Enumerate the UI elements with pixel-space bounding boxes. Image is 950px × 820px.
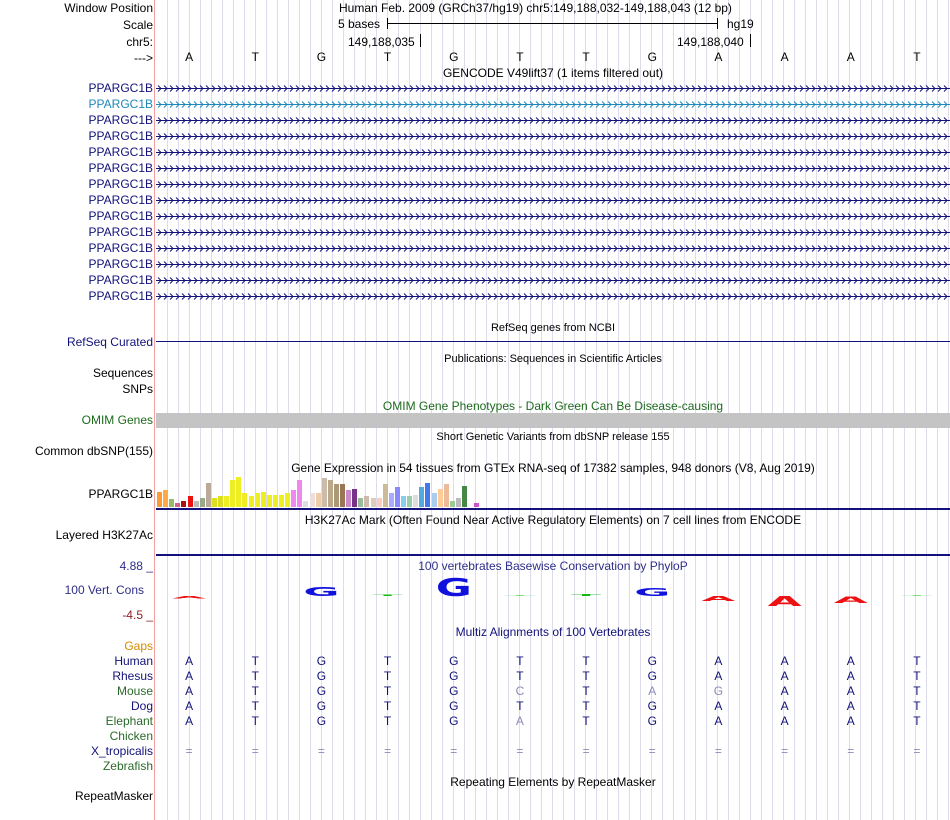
publications-snps-label[interactable]: SNPs (122, 382, 153, 396)
multiz-aligned-base: A (714, 669, 723, 683)
base-letter: T (251, 50, 259, 64)
gtex-tissue-bar[interactable] (212, 498, 217, 507)
phylop-track-label[interactable]: 100 Vert. Cons (64, 583, 144, 597)
gtex-tissue-bar[interactable] (419, 487, 424, 507)
gtex-tissue-bar[interactable] (450, 501, 455, 507)
base-letter: A (780, 50, 789, 64)
gencode-transcript-label[interactable]: PPARGC1B (88, 113, 153, 127)
gtex-tissue-bar[interactable] (236, 477, 241, 507)
multiz-aligned-base: G (316, 669, 327, 683)
multiz-aligned-base: A (846, 684, 855, 698)
multiz-aligned-base: A (780, 714, 789, 728)
gtex-tissue-bar[interactable] (163, 490, 168, 507)
gencode-transcript-track[interactable] (156, 164, 950, 173)
gtex-tissue-bar[interactable] (261, 492, 266, 507)
multiz-aligned-base: G (647, 669, 657, 683)
phylop-base-glyph: A (833, 594, 868, 606)
gtex-tissue-bar[interactable] (364, 496, 369, 507)
gtex-tissue-bar[interactable] (200, 498, 205, 507)
gtex-tissue-bar[interactable] (444, 484, 449, 507)
gencode-transcript-label[interactable]: PPARGC1B (88, 241, 153, 255)
gencode-transcript-track[interactable] (156, 228, 950, 237)
multiz-aligned-base: A (185, 714, 194, 728)
multiz-species-label[interactable]: Zebrafish (102, 759, 153, 773)
gtex-tissue-bar[interactable] (297, 480, 302, 507)
base-letter: T (383, 50, 392, 64)
gtex-tissue-bar[interactable] (181, 501, 186, 507)
refseq-gene-line[interactable] (156, 341, 950, 342)
gtex-tissue-bar[interactable] (310, 493, 315, 507)
multiz-aligned-base: = (317, 744, 325, 758)
multiz-aligned-base: G (449, 684, 459, 698)
multiz-aligned-base: T (913, 654, 921, 668)
gtex-tissue-bar[interactable] (334, 484, 339, 507)
gencode-transcript-label[interactable]: PPARGC1B (88, 289, 153, 303)
gtex-tissue-bar[interactable] (346, 490, 351, 507)
multiz-track-title[interactable]: Multiz Alignments of 100 Vertebrates (455, 625, 651, 639)
repeatmasker-track-title[interactable]: Repeating Elements by RepeatMasker (450, 775, 656, 789)
gencode-transcript-track[interactable] (156, 260, 950, 269)
multiz-aligned-base: T (582, 654, 590, 668)
gtex-tissue-bar[interactable] (188, 496, 193, 507)
scale-bar (387, 23, 718, 24)
gtex-expression-bars[interactable] (156, 476, 950, 507)
gencode-transcript-label[interactable]: PPARGC1B (88, 225, 153, 239)
gencode-transcript-track[interactable] (156, 180, 950, 189)
multiz-aligned-base: T (582, 714, 590, 728)
multiz-aligned-base: A (780, 699, 789, 713)
multiz-aligned-base: = (913, 744, 921, 758)
multiz-species-label[interactable]: Chicken (109, 729, 153, 743)
base-sequence-row (0, 50, 950, 64)
multiz-aligned-base: A (185, 669, 194, 683)
strand-label: ---> (134, 51, 153, 65)
chrom-label: chr5: (126, 35, 153, 49)
gtex-tissue-bar[interactable] (157, 492, 162, 507)
phylop-max-label: 4.88 _ (119, 559, 153, 573)
coordinate-tick-1: 149,188,035 (348, 35, 415, 49)
gtex-tissue-bar[interactable] (468, 501, 473, 507)
base-letter: A (846, 50, 855, 64)
multiz-aligned-base: = (185, 744, 193, 758)
phylop-base-glyph: T (571, 593, 602, 597)
base-letter: G (647, 50, 657, 64)
gtex-tissue-bar[interactable] (407, 496, 412, 507)
gencode-transcript-label[interactable]: PPARGC1B (88, 145, 153, 159)
gtex-tissue-bar[interactable] (413, 495, 418, 507)
multiz-aligned-base: T (913, 714, 921, 728)
gtex-tissue-bar[interactable] (273, 495, 278, 507)
window-position-label: Window Position (64, 1, 153, 15)
refseq-track-label[interactable]: RefSeq Curated (66, 335, 153, 349)
gtex-tissue-bar[interactable] (303, 501, 308, 507)
multiz-aligned-base: G (449, 699, 459, 713)
gencode-transcript-label[interactable]: PPARGC1B (88, 129, 153, 143)
h3k27ac-track-title[interactable]: H3K27Ac Mark (Often Found Near Active Regulatory Elements) on 7 cell lines from ENCODE (304, 513, 802, 527)
phylop-base-glyph: G (435, 573, 472, 603)
multiz-species-label[interactable]: Human (114, 654, 153, 668)
gtex-tissue-bar[interactable] (169, 499, 174, 507)
multiz-aligned-base: T (251, 714, 259, 728)
multiz-aligned-base: T (516, 669, 524, 683)
omim-track-title[interactable]: OMIM Gene Phenotypes - Dark Green Can Be Disease-causing (382, 399, 724, 413)
gencode-transcript-label[interactable]: PPARGC1B (88, 177, 153, 191)
multiz-aligned-base: = (847, 744, 855, 758)
phylop-base-glyph: G (303, 584, 340, 599)
multiz-species-label[interactable]: Rhesus (112, 669, 153, 683)
gtex-tissue-bar[interactable] (230, 480, 235, 507)
gencode-transcript-label[interactable]: PPARGC1B (88, 209, 153, 223)
multiz-species-label[interactable]: Mouse (116, 684, 153, 698)
scale-label: Scale (122, 18, 153, 32)
gtex-track-baseline (156, 508, 950, 510)
multiz-aligned-base: T (251, 699, 259, 713)
omim-phenotype-block[interactable] (156, 413, 950, 428)
gtex-track-title[interactable]: Gene Expression in 54 tissues from GTEx RNA-seq of 17382 samples, 948 donors (V8, Aug 2019) (291, 461, 815, 475)
phylop-base-glyph: T (901, 594, 932, 597)
multiz-aligned-base: G (647, 654, 657, 668)
multiz-aligned-base: A (846, 654, 855, 668)
multiz-aligned-base: T (516, 654, 524, 668)
gtex-tissue-bar[interactable] (328, 480, 333, 507)
multiz-aligned-base: A (714, 654, 723, 668)
base-letter: T (582, 50, 590, 64)
track-label-separator (154, 0, 155, 820)
gtex-tissue-bar[interactable] (291, 490, 296, 507)
multiz-aligned-base: A (780, 669, 789, 683)
gencode-transcript-track[interactable] (156, 116, 950, 125)
multiz-aligned-base: A (780, 684, 789, 698)
gtex-tissue-bar[interactable] (383, 484, 388, 507)
multiz-species-label[interactable]: X_tropicalis (90, 744, 153, 758)
base-letter: G (449, 50, 459, 64)
multiz-aligned-base: = (714, 744, 722, 758)
multiz-aligned-base: = (582, 744, 590, 758)
multiz-aligned-base: G (647, 699, 657, 713)
gtex-tissue-bar[interactable] (358, 498, 363, 507)
multiz-gaps-label: Gaps (124, 639, 153, 653)
multiz-aligned-base: A (515, 714, 524, 728)
gtex-tissue-bar[interactable] (285, 493, 290, 507)
multiz-aligned-base: G (316, 684, 327, 698)
gencode-transcript-track[interactable] (156, 148, 950, 157)
phylop-base-glyph: T (504, 594, 535, 597)
gencode-transcript-track[interactable] (156, 100, 950, 109)
gencode-transcript-track[interactable] (156, 132, 950, 141)
gtex-tissue-bar[interactable] (474, 503, 479, 507)
gencode-transcript-label[interactable]: PPARGC1B (88, 161, 153, 175)
multiz-aligned-base: T (913, 669, 921, 683)
multiz-aligned-base: G (713, 684, 724, 698)
multiz-aligned-base: T (913, 699, 921, 713)
phylop-track-title[interactable]: 100 vertebrates Basewise Conservation by PhyloP (418, 559, 688, 573)
dbsnp-track-title[interactable]: Short Genetic Variants from dbSNP release 155 (436, 431, 670, 443)
gtex-tissue-bar[interactable] (462, 486, 467, 507)
multiz-aligned-base: G (316, 699, 327, 713)
gtex-tissue-bar[interactable] (322, 478, 327, 507)
refseq-track-title[interactable]: RefSeq genes from NCBI (490, 322, 616, 334)
multiz-aligned-base: A (846, 699, 855, 713)
gencode-transcript-label[interactable]: PPARGC1B (88, 97, 153, 111)
gtex-tissue-bar[interactable] (175, 503, 180, 507)
multiz-aligned-base: G (449, 669, 459, 683)
multiz-aligned-base: A (648, 684, 657, 698)
multiz-aligned-base: T (582, 699, 590, 713)
gtex-tissue-bar[interactable] (255, 493, 260, 507)
multiz-aligned-base: A (185, 684, 194, 698)
multiz-aligned-base: = (384, 744, 392, 758)
phylop-base-glyph: T (372, 594, 403, 597)
multiz-aligned-base: A (185, 699, 194, 713)
multiz-aligned-base: = (251, 744, 259, 758)
multiz-aligned-base: T (516, 699, 524, 713)
multiz-aligned-base: T (383, 699, 392, 713)
multiz-species-label[interactable]: Dog (130, 699, 153, 713)
gencode-transcript-track[interactable] (156, 84, 950, 93)
multiz-aligned-base: = (781, 744, 789, 758)
base-letter: A (185, 50, 194, 64)
phylop-min-label: -4.5 _ (122, 608, 153, 622)
h3k27ac-track-baseline (156, 554, 950, 556)
base-letter: G (316, 50, 327, 64)
multiz-aligned-base: T (582, 669, 590, 683)
gencode-transcript-track[interactable] (156, 276, 950, 285)
multiz-aligned-base: A (780, 654, 789, 668)
multiz-aligned-base: T (383, 714, 392, 728)
multiz-aligned-base: T (251, 684, 259, 698)
multiz-aligned-base: G (449, 714, 459, 728)
scale-assembly: hg19 (727, 17, 754, 31)
multiz-aligned-base: A (714, 714, 723, 728)
base-letter: T (913, 50, 921, 64)
gtex-tissue-bar[interactable] (242, 493, 247, 507)
multiz-aligned-base: A (185, 654, 194, 668)
base-letter: T (516, 50, 524, 64)
gtex-tissue-bar[interactable] (456, 498, 461, 507)
h3k27ac-track-label[interactable]: Layered H3K27Ac (55, 528, 153, 542)
gtex-tissue-bar[interactable] (438, 489, 443, 507)
multiz-aligned-base: T (383, 669, 392, 683)
gencode-transcript-track[interactable] (156, 212, 950, 221)
base-letter: A (714, 50, 723, 64)
gtex-tissue-bar[interactable] (425, 483, 430, 507)
gtex-track-label[interactable]: PPARGC1B (88, 487, 153, 501)
multiz-aligned-base: T (383, 684, 392, 698)
multiz-aligned-base: A (714, 699, 723, 713)
phylop-base-glyph: A (767, 593, 802, 610)
multiz-aligned-base: T (383, 654, 392, 668)
gtex-tissue-bar[interactable] (194, 501, 199, 507)
gtex-tissue-bar[interactable] (352, 489, 357, 507)
gencode-transcript-label[interactable]: PPARGC1B (88, 273, 153, 287)
gtex-tissue-bar[interactable] (206, 483, 211, 507)
coordinate-tick-1-mark (420, 34, 421, 47)
publications-sequences-label[interactable]: Sequences (92, 366, 153, 380)
gencode-track-title[interactable]: GENCODE V49lift37 (1 items filtered out) (442, 66, 664, 80)
gtex-tissue-bar[interactable] (224, 496, 229, 507)
gtex-tissue-bar[interactable] (316, 493, 321, 507)
multiz-aligned-base: T (251, 669, 259, 683)
multiz-aligned-base: G (316, 714, 327, 728)
gencode-transcript-track[interactable] (156, 292, 950, 301)
window-position-value[interactable]: Human Feb. 2009 (GRCh37/hg19) chr5:149,188,032-149,188,043 (12 bp) (339, 1, 732, 15)
gtex-tissue-bar[interactable] (401, 496, 406, 507)
gtex-tissue-bar[interactable] (249, 496, 254, 507)
multiz-aligned-base: T (913, 684, 921, 698)
gencode-transcript-label[interactable]: PPARGC1B (88, 81, 153, 95)
gtex-tissue-bar[interactable] (371, 498, 376, 507)
multiz-aligned-base: = (450, 744, 458, 758)
phylop-base-glyph: A (701, 595, 736, 603)
multiz-aligned-base: = (648, 744, 656, 758)
multiz-aligned-base: = (516, 744, 524, 758)
multiz-species-label[interactable]: Elephant (105, 714, 153, 728)
scale-bar-left-tick (387, 18, 388, 29)
gtex-tissue-bar[interactable] (340, 484, 345, 507)
gencode-transcript-track[interactable] (156, 244, 950, 253)
coordinate-tick-2-mark (750, 34, 751, 47)
repeatmasker-track-label[interactable]: RepeatMasker (74, 789, 153, 803)
gencode-transcript-label[interactable]: PPARGC1B (88, 193, 153, 207)
gtex-tissue-bar[interactable] (377, 498, 382, 507)
multiz-aligned-base: A (846, 714, 855, 728)
multiz-aligned-base: T (251, 654, 259, 668)
phylop-base-glyph: G (634, 586, 671, 599)
multiz-aligned-base: G (316, 654, 327, 668)
phylop-base-glyph: A (172, 595, 207, 600)
gtex-tissue-bar[interactable] (395, 487, 400, 507)
scale-bar-right-tick (717, 18, 718, 29)
multiz-aligned-base: G (449, 654, 459, 668)
gtex-tissue-bar[interactable] (279, 495, 284, 507)
multiz-aligned-base: C (515, 684, 525, 698)
omim-track-label[interactable]: OMIM Genes (81, 413, 153, 427)
gtex-tissue-bar[interactable] (218, 496, 223, 507)
multiz-aligned-base: G (647, 714, 657, 728)
gencode-transcript-track[interactable] (156, 196, 950, 205)
gtex-tissue-bar[interactable] (267, 495, 272, 507)
publications-track-title[interactable]: Publications: Sequences in Scientific Articles (444, 353, 662, 365)
scale-text: 5 bases (338, 17, 381, 31)
coordinate-tick-2: 149,188,040 (677, 35, 744, 49)
gencode-transcript-label[interactable]: PPARGC1B (88, 257, 153, 271)
gtex-tissue-bar[interactable] (389, 493, 394, 507)
phylop-conservation-logo[interactable] (156, 572, 950, 628)
multiz-aligned-base: T (582, 684, 590, 698)
multiz-aligned-base: A (846, 669, 855, 683)
dbsnp-track-label[interactable]: Common dbSNP(155) (34, 444, 153, 458)
gtex-tissue-bar[interactable] (432, 493, 437, 507)
